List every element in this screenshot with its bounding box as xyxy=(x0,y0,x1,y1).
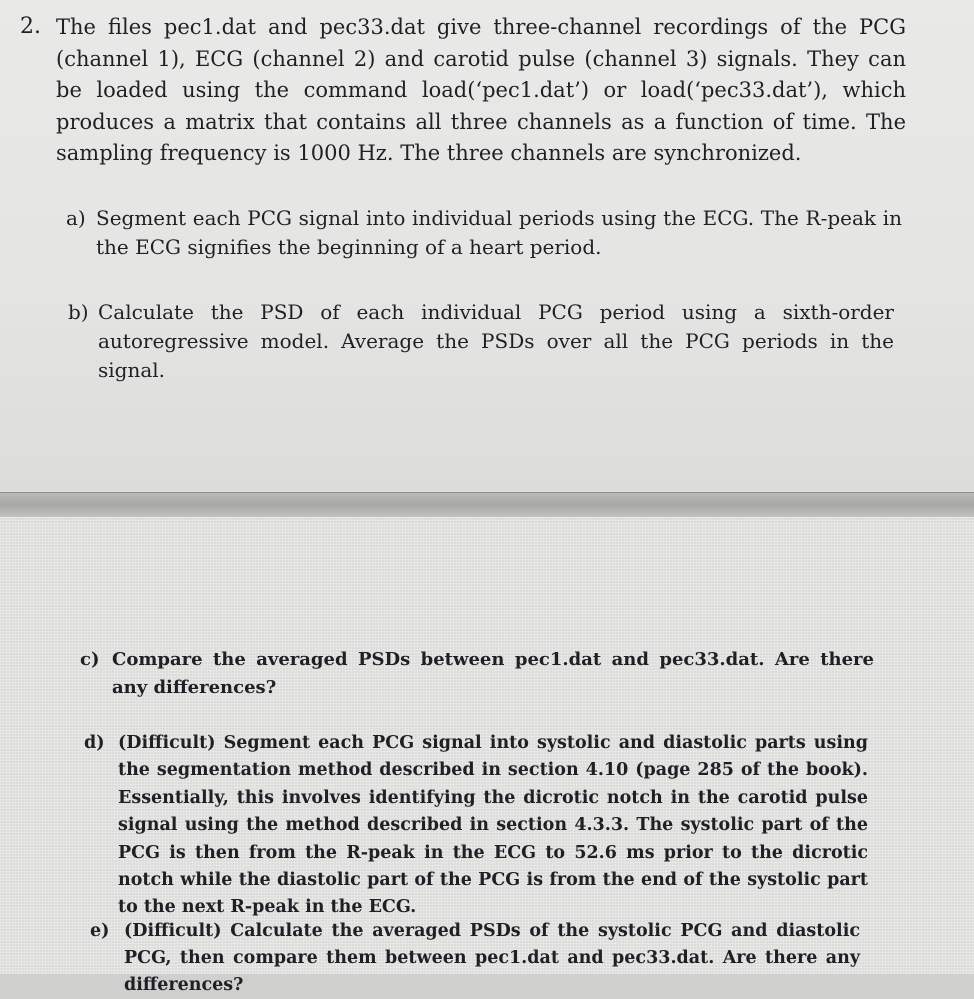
page-divider xyxy=(0,492,974,518)
part-e-label: e) xyxy=(90,921,110,941)
question-intro: The files pec1.dat and pec33.dat give three-channel recordings of the PCG (channel 1), ECG (channel 2) and carotid pulse (channel 3) signals. They can be loaded using the command load(‘pec1.dat’) or load(‘pec33.dat’), which produces a matrix that contains all three channels as a function of time. The sampling frequency is 1000 Hz. The three channels are synchronized. xyxy=(56,15,906,165)
part-b-text: Calculate the PSD of each individual PCG period using a sixth-order autoregressive model. Average the PSDs over all the PCG periods in the signal. xyxy=(98,300,894,382)
part-c-text: Compare the averaged PSDs between pec1.dat and pec33.dat. Are there any differences? xyxy=(112,649,874,698)
part-a-label: a) xyxy=(66,206,86,230)
part-d-text: (Difficult) Segment each PCG signal into systolic and diastolic parts using the segmentation method described in section 4.10 (page 285 of the book). Essentially, this involves identifying the dicrotic notch in the carotid pulse signal using the method described in section 4.3.3. The systolic part of the PCG is then from the R-peak in the ECG to 52.6 ms prior to the dicrotic notch while the diastolic part of the PCG is from the end of the systolic part to the next R-peak in the ECG. xyxy=(118,733,868,918)
part-e xyxy=(90,918,860,999)
part-b-label: b) xyxy=(68,300,89,324)
part-b xyxy=(68,298,894,385)
part-e-text: (Difficult) Calculate the averaged PSDs of the systolic PCG and diastolic PCG, then compare them between pec1.dat and pec33.dat. Are there any differences? xyxy=(124,921,860,995)
part-c xyxy=(80,646,874,702)
part-a xyxy=(66,204,902,262)
part-a-text: Segment each PCG signal into individual periods using the ECG. The R-peak in the ECG signifies the beginning of a heart period. xyxy=(96,206,902,259)
part-d xyxy=(84,730,868,922)
part-d-label: d) xyxy=(84,733,105,753)
part-c-label: c) xyxy=(80,649,100,670)
question-number: 2. xyxy=(20,14,41,39)
